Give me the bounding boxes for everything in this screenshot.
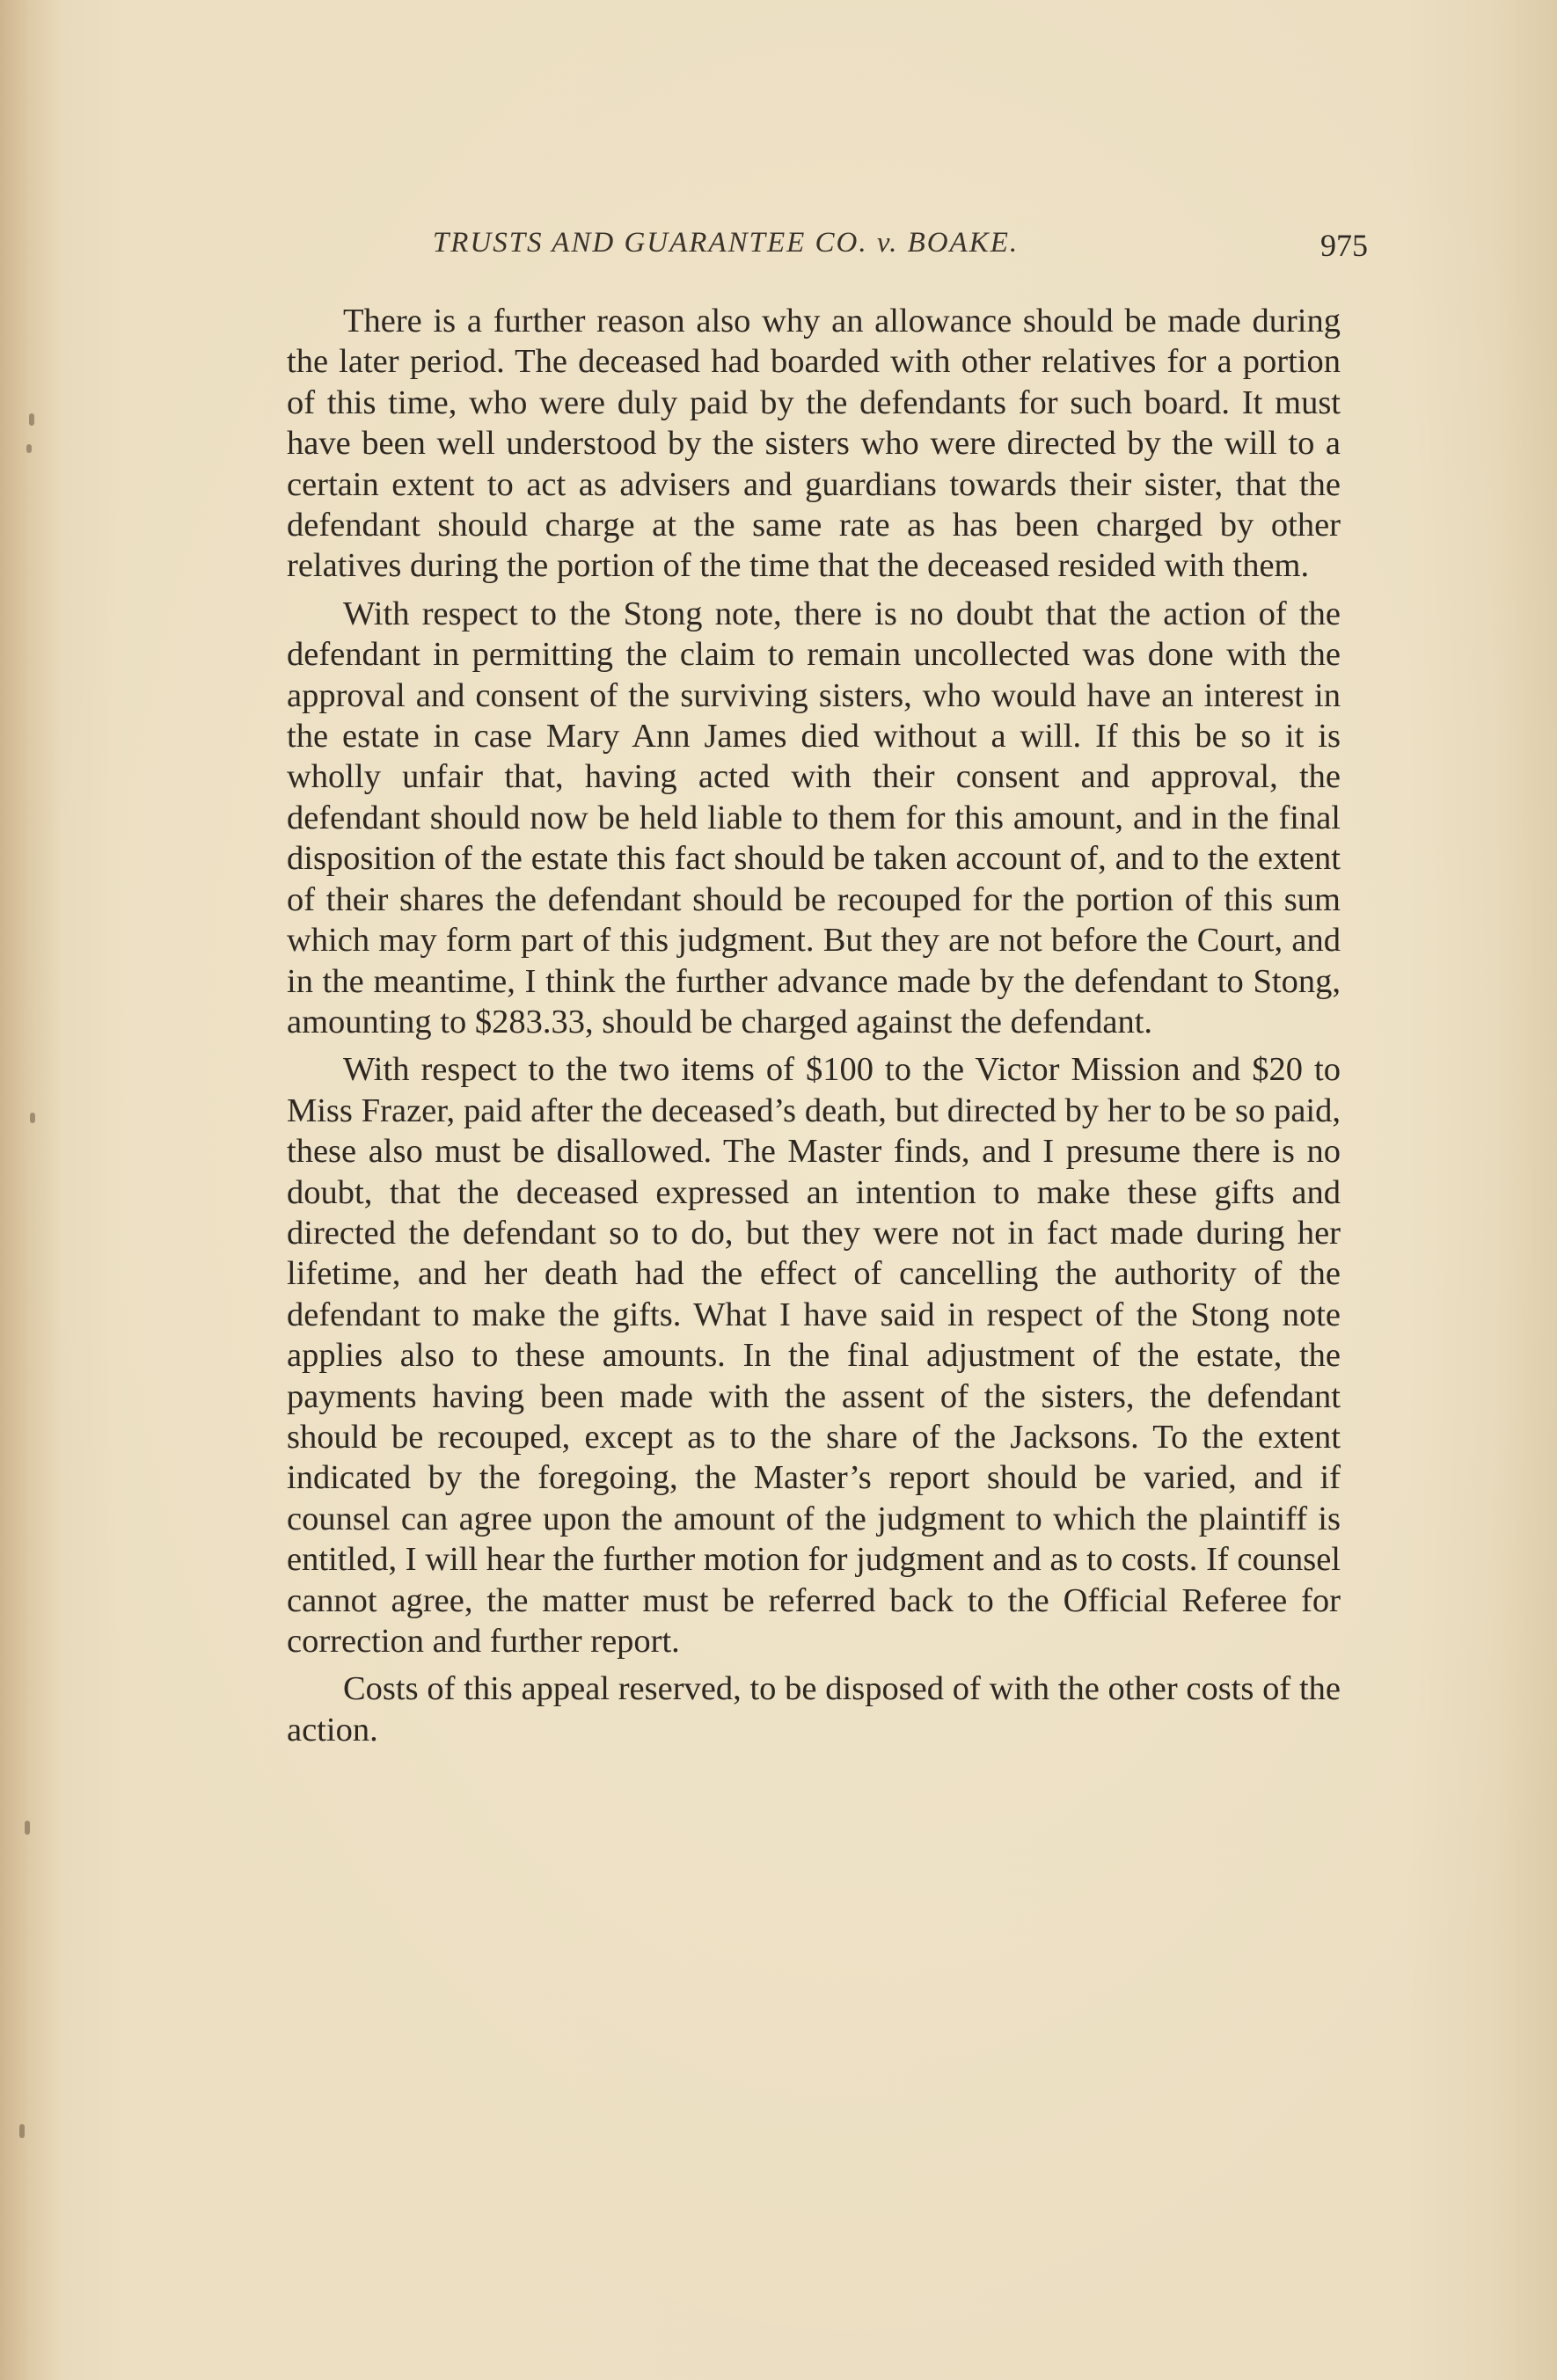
gutter-mark: [30, 1113, 35, 1123]
page-number: 975: [1320, 228, 1368, 263]
paragraph: With respect to the Stong note, there is no doubt that the action of the defendant in permitting the claim to remain uncollected was done with the approval and consent of the surviving sisters, who would have an interest in the estate in case Mary Ann James died without a will. If this be so it is wholly unfair that, having acted with their consent and approval, the defendant should now be held liable to them for this amount, and in the final disposition of the estate this fact should be taken account of, and to the extent of their shares the defendant should be recouped for the portion of this sum which may form part of this judgment. But they are not before the Court, and in the meantime, I think the further advance made by the defendant to Stong, amounting to $283.33, should be charged against the defendant.: [287, 595, 1341, 1040]
paragraph: With respect to the two items of $100 to the Victor Mission and $20 to Miss Frazer, paid after the deceased’s death, but directed by her to be so paid, these also must be disallowed. The Master finds, and I presume there is no doubt, that the deceased expressed an intention to make these gifts and directed the defendant so to do, but they were not in fact made during her lifetime, and her death had the effect of cancelling the authority of the defendant to make the gifts. What I have said in respect of the Stong note applies also to these amounts. In the final adjustment of the estate, the payments having been made with the assent of the sisters, the defendant should be recouped, except as to the share of the Jacksons. To the extent indicated by the foregoing, the Master’s report should be varied, and if counsel can agree upon the amount of the judgment to which the plaintiff is entitled, I will hear the further motion for judgment and as to costs. If counsel cannot agree, the matter must be referred back to the Official Referee for correction and further report.: [287, 1051, 1341, 1660]
paragraph: There is a further reason also why an allowance should be made during the later period. The deceased had boarded with other relatives for a portion of this time, who were duly paid by the defendants for such board. It must have been well understood by the sisters who were directed by the will to a certain extent to act as advisers and guardians towards their sister, that the defendant should charge at the same rate as has been charged by other relatives during the portion of the time that the deceased resided with them.: [287, 303, 1341, 585]
gutter-mark: [19, 2124, 25, 2138]
gutter-mark: [29, 413, 34, 426]
body-text: [287, 301, 1341, 1757]
gutter-mark: [25, 1821, 30, 1835]
gutter-mark: [26, 444, 32, 453]
running-head: [286, 227, 1368, 280]
running-title: TRUSTS AND GUARANTEE CO. v. BOAKE.: [432, 227, 1020, 259]
paragraph: Costs of this appeal reserved, to be disposed of with the other costs of the action.: [287, 1670, 1341, 1748]
